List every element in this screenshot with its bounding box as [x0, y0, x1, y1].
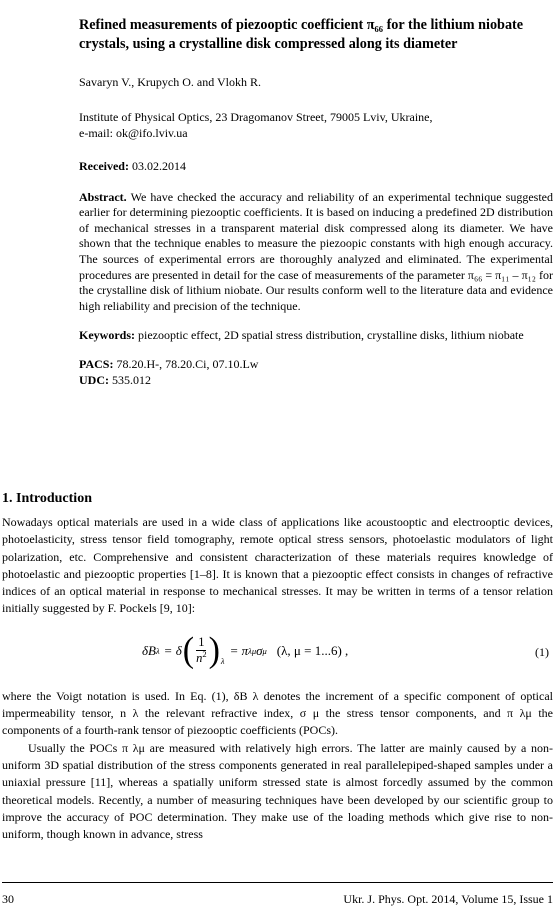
eq-frac-den-wrap	[196, 651, 207, 666]
eq-range: (λ, μ = 1...6) ,	[276, 643, 349, 659]
front-matter	[79, 16, 553, 388]
equation-number: (1)	[535, 644, 549, 659]
received-line	[79, 158, 553, 175]
pacs-text: 78.20.H-, 78.20.Ci, 07.10.Lw	[116, 357, 259, 372]
abstract-text: We have checked the accuracy and reliability of an experimental technique suggested earlier for determining piezooptic coefficients. It is based on inducing a predefined 2D distribution of mechanical stresses in a transparent material disk compressed along its diameter. We have shown that the technique enables to measure the piezoopic constants with high enough accuracy. The sources of experimental errors are thoroughly analyzed and eliminated. The experimental procedures are presented in detail for the case of measurements of the parameter π₆₆ = π₁₁ – π₁₂ for the crystalline disk of lithium niobate. Our results conform well to the literature data and evidence high reliability and precision of the technique.	[79, 189, 553, 313]
journal-footer: Ukr. J. Phys. Opt. 2014, Volume 15, Issue 1	[343, 892, 553, 906]
classification-block	[79, 356, 553, 388]
paragraph-1: Nowadays optical materials are used in a wide class of applications like acoustooptic and electrooptic devices, photoelasticity, stress tensor field tomography, remote optical stress sensors, photoelastic modulators of light polarization, etc. Comprehensive and consistent characterization of these materials requires knowledge of photoelastic and piezooptic properties [1–8]. It is known that a piezooptic effect consists in changes of refractive indices of an optical material in response to mechanical stresses. It may be written in terms of a tensor relation initially suggested by F. Pockels [9, 10]:	[2, 515, 553, 616]
author-list: Savaryn V., Krupych O. and Vlokh R.	[79, 75, 261, 89]
udc-text: 535.012	[112, 373, 151, 388]
section-heading: 1. Introduction	[2, 491, 92, 506]
eq-frac-num: 1	[198, 635, 205, 650]
udc-label: UDC:	[79, 373, 109, 388]
received-label: Received:	[79, 159, 129, 174]
eq-rhs-pi: = π	[229, 643, 249, 659]
eq-open-paren: (	[182, 630, 195, 670]
footer-rule	[2, 882, 553, 883]
keywords-label: Keywords:	[79, 328, 135, 343]
affiliation: Institute of Physical Optics, 23 Dragomanov Street, 79005 Lviv, Ukraine,	[79, 110, 433, 125]
eq-fraction	[196, 635, 207, 666]
equation-body: δB λ = δ ( $\frac{1}{n^2}$ ) $_\lambda$ = π λμ σ μ (λ, μ = 1...6) ,	[142, 628, 348, 674]
udc-line	[79, 372, 553, 388]
eq-delta: = δ	[163, 643, 182, 659]
eq-lhs: δB	[142, 643, 156, 659]
paragraph-3: Usually the POCs π λμ are measured with relatively high errors. The latter are mainly caused by a non-uniform 3D spatial distribution of the stress components generated in real parallelepiped-shaped samples under a uniaxial pressure [11], whereas a spatially uniform stressed state is almost forcedly assumed by the common theoretical models. Recently, a number of measuring techniques have been developed by our scientific group to improve the accuracy of POC determination. They make use of the loading methods which give rise to non-uniform, though known in advance, stress	[2, 740, 553, 842]
keywords-line	[79, 327, 553, 343]
equation-1	[2, 622, 553, 684]
pacs-line	[79, 356, 553, 372]
eq-close-paren: )	[208, 630, 220, 670]
eq-rhs-sigma: σ	[256, 643, 263, 659]
email: e-mail: ok@ifo.lviv.ua	[79, 126, 188, 141]
article-title: Refined measurements of piezooptic coefficient π₆₆ for the lithium niobate crystals, using a crystalline disk compressed along its diameter	[79, 17, 524, 52]
body-text	[2, 514, 553, 843]
received-date: 03.02.2014	[131, 159, 186, 174]
paragraph-2: where the Voigt notation is used. In Eq. (1), δB λ denotes the increment of a specific component of optical impermeability tensor, n λ the relevant refractive index, σ μ the stress tensor components, and π λμ the components of a fourth-rank tensor of piezooptic coefficients (POCs).	[2, 688, 553, 738]
eq-frac-den-sup: 2	[202, 649, 207, 660]
keywords-text: piezooptic effect, 2D spatial stress distribution, crystalline disks, lithium niobate	[138, 328, 524, 343]
affiliation-block	[79, 109, 553, 141]
pacs-label: PACS:	[79, 357, 114, 372]
page-number: 30	[2, 892, 14, 906]
abstract	[79, 190, 553, 315]
abstract-label: Abstract.	[79, 189, 127, 204]
eq-frac-den: n	[196, 651, 203, 666]
